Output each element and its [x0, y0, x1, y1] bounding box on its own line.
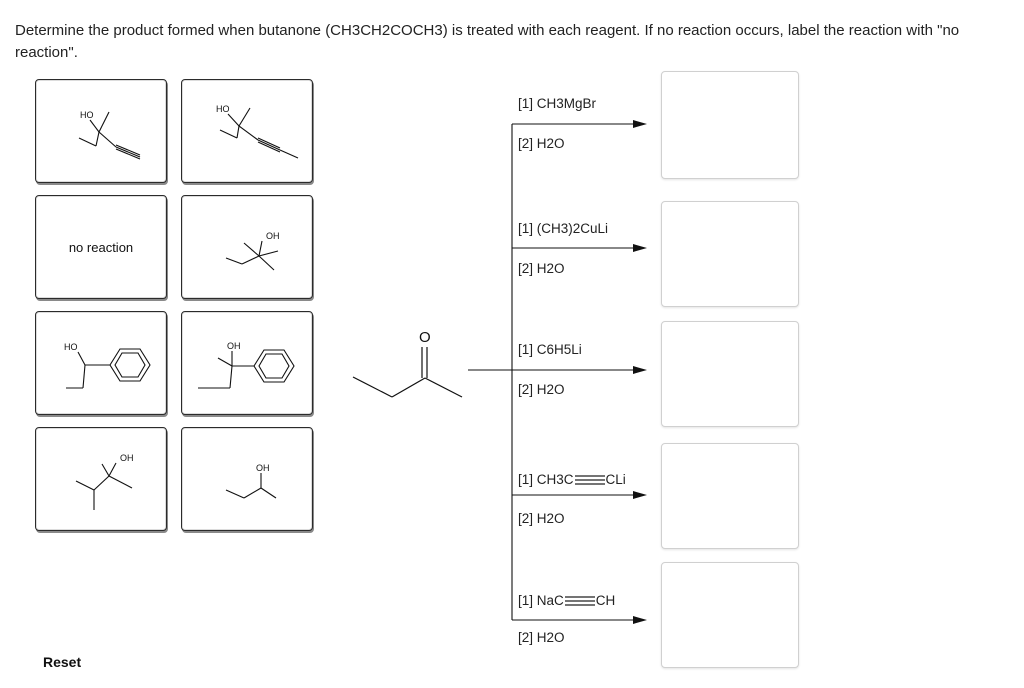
drop-target-5[interactable]	[661, 562, 799, 668]
structure-tertiary-alcohol	[182, 196, 314, 300]
butanone-structure	[350, 325, 470, 415]
step-prefix: [1]	[518, 96, 537, 111]
structure-phenyl-alcohol-1	[36, 312, 168, 416]
answer-tile-alkynol-2[interactable]	[181, 79, 313, 183]
answer-tile-tertiary-alcohol[interactable]	[181, 195, 313, 299]
hydroxyl-label: OH	[256, 463, 270, 473]
answer-tile-alkynol-1[interactable]	[35, 79, 167, 183]
reaction-3-step2: [2] H2O	[518, 382, 565, 397]
answer-tile-phenyl-alcohol-1[interactable]	[35, 311, 167, 415]
structure-alkynol-2	[182, 80, 314, 184]
reagent-name-part-b: CH	[595, 593, 616, 608]
reaction-2-step1	[518, 221, 608, 236]
reaction-5-step2: [2] H2O	[518, 630, 565, 645]
reaction-4-step1	[518, 472, 626, 487]
step-prefix: [1]	[518, 342, 537, 357]
structure-alkynol-1	[36, 80, 168, 184]
reset-button[interactable]: Reset	[43, 654, 82, 670]
step-prefix: [1]	[518, 472, 537, 487]
reagent-name: C6H5Li	[536, 342, 582, 357]
reaction-1-step1	[518, 96, 596, 111]
drop-target-2[interactable]	[661, 201, 799, 307]
hydroxyl-label: HO	[64, 342, 78, 352]
reaction-3-step1	[518, 342, 582, 357]
structure-branched-alcohol	[36, 428, 168, 532]
hydroxyl-label: OH	[120, 453, 134, 463]
hydroxyl-label: OH	[266, 231, 280, 241]
reagent-name-part-a: CH3C	[536, 472, 574, 487]
reagent-name: (CH3)2CuLi	[536, 221, 609, 236]
answer-tile-branched-alcohol[interactable]	[35, 427, 167, 531]
structure-phenyl-alcohol-2	[182, 312, 314, 416]
answer-tile-no-reaction[interactable]	[35, 195, 167, 299]
reaction-2-step2: [2] H2O	[518, 261, 565, 276]
reagent-name-part-a: NaC	[536, 593, 564, 608]
answer-tile-secondary-alcohol[interactable]	[181, 427, 313, 531]
hydroxyl-label: HO	[216, 104, 230, 114]
step-prefix: [1]	[518, 221, 537, 236]
reagent-name-part-b: CLi	[605, 472, 626, 487]
hydroxyl-label: OH	[227, 341, 241, 351]
reaction-5-step1	[518, 593, 615, 608]
question-text: Determine the product formed when butanone (CH3CH2COCH3) is treated with each reagent. If no reaction occurs, label the reaction with "no reaction".	[15, 22, 960, 61]
drop-target-4[interactable]	[661, 443, 799, 549]
reaction-4-step2: [2] H2O	[518, 511, 565, 526]
reaction-arrows	[465, 100, 665, 660]
no-reaction-label: no reaction	[68, 240, 134, 255]
answer-tile-phenyl-alcohol-2[interactable]	[181, 311, 313, 415]
drop-target-1[interactable]	[661, 71, 799, 179]
drop-target-3[interactable]	[661, 321, 799, 427]
triple-bond-icon	[575, 474, 605, 486]
reagent-name: CH3MgBr	[536, 96, 597, 111]
carbonyl-oxygen-label: O	[419, 329, 431, 346]
hydroxyl-label: HO	[80, 110, 94, 120]
structure-secondary-alcohol	[182, 428, 314, 532]
step-prefix: [1]	[518, 593, 537, 608]
triple-bond-icon	[565, 595, 595, 607]
reaction-1-step2: [2] H2O	[518, 136, 565, 151]
